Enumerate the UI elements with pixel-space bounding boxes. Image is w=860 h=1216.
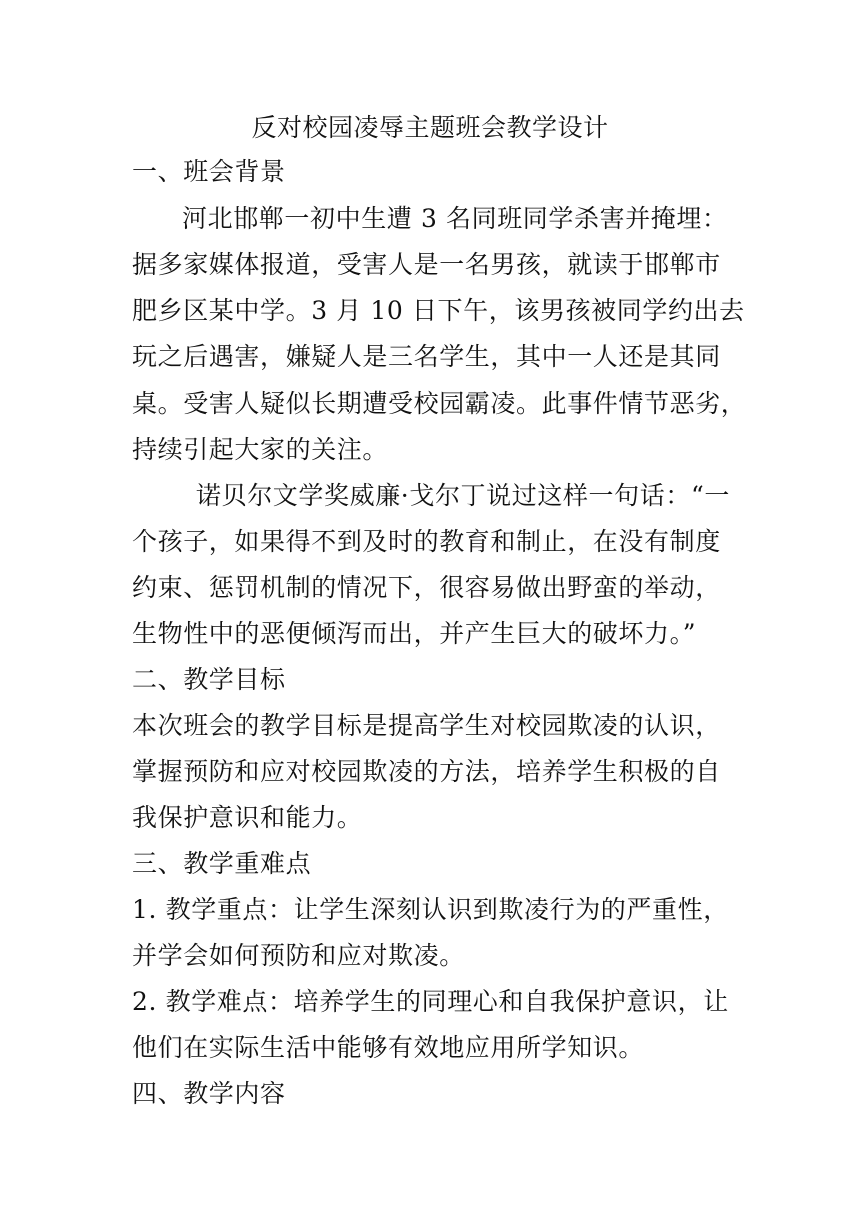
section-heading-content: 四、教学内容	[132, 1079, 286, 1108]
quote-line: 约束、惩罚机制的情况下，很容易做出野蛮的举动，	[132, 573, 721, 602]
list-item-line: 他们在实际生活中能够有效地应用所学知识。	[132, 1033, 645, 1062]
section-heading-key-points: 三、教学重难点	[132, 849, 312, 878]
paragraph-line: 据多家媒体报道，受害人是一名男孩，就读于邯郸市	[132, 250, 721, 279]
quote-line: 生物性中的恶便倾泻而出，并产生巨大的破坏力。”	[132, 619, 697, 648]
paragraph-line: 肥乡区某中学。3 月 10 日下午，该男孩被同学约出去	[132, 296, 745, 325]
document-title: 反对校园凌辱主题班会教学设计	[251, 113, 609, 142]
paragraph-line: 持续引起大家的关注。	[132, 435, 389, 464]
quote-line: 个孩子，如果得不到及时的教育和制止，在没有制度	[132, 527, 721, 556]
list-item-line: 1. 教学重点：让学生深刻认识到欺凌行为的严重性，	[132, 895, 729, 924]
paragraph-line: 掌握预防和应对校园欺凌的方法，培养学生积极的自	[132, 757, 721, 786]
paragraph-line: 桌。受害人疑似长期遭受校园霸凌。此事件情节恶劣，	[132, 389, 747, 418]
paragraph-line: 玩之后遇害，嫌疑人是三名学生，其中一人还是其同	[132, 342, 721, 371]
list-item-line: 并学会如何预防和应对欺凌。	[132, 941, 465, 970]
section-heading-background: 一、班会背景	[132, 157, 286, 186]
paragraph-line: 本次班会的教学目标是提高学生对校园欺凌的认识，	[132, 711, 721, 740]
quote-line: 诺贝尔文学奖威廉·戈尔丁说过这样一句话：“一	[196, 481, 730, 510]
list-item-line: 2. 教学难点：培养学生的同理心和自我保护意识，让	[132, 987, 729, 1016]
paragraph-line: 河北邯郸一初中生遭 3 名同班同学杀害并掩埋：	[182, 204, 728, 233]
paragraph-line: 我保护意识和能力。	[132, 803, 363, 832]
section-heading-goals: 二、教学目标	[132, 665, 286, 694]
